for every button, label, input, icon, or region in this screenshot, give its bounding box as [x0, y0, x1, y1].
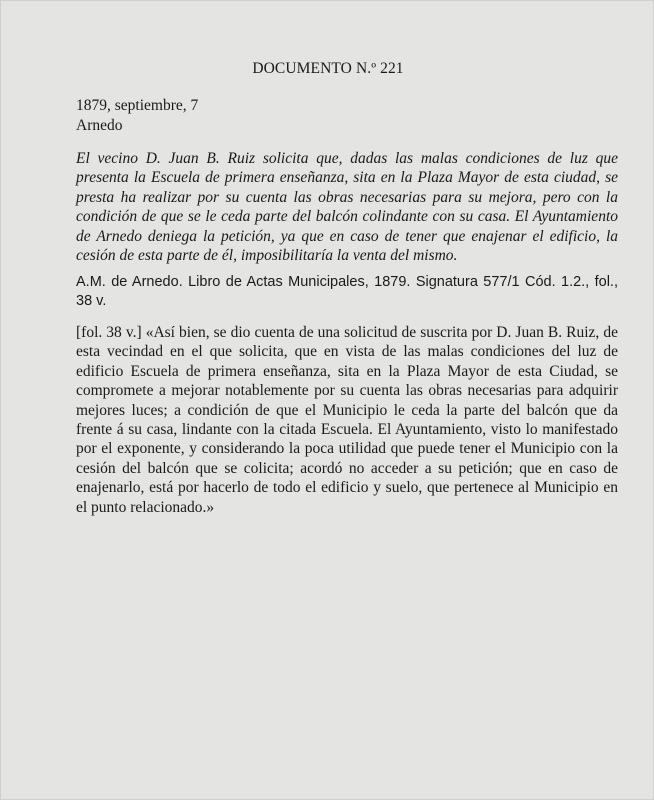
document-date: 1879, septiembre, 7 — [76, 97, 199, 114]
document-header — [76, 96, 198, 136]
document-source: A.M. de Arnedo. Libro de Actas Municipales, 1879. Signatura 577/1 Cód. 1.2., fol., 38 v. — [76, 274, 618, 310]
document-place: Arnedo — [76, 117, 123, 134]
document-summary: El vecino D. Juan B. Ruiz solicita que, dadas las malas condiciones de luz que presenta la Escuela de primera enseñanza, sita en la Plaza Mayor de esta ciudad, se presta ha realizar por su cuenta las obras necesarias para su mejora, pero con la condición de que se le ceda parte del balcón colindante con su casa. El Ayuntamiento de Arnedo deniega la petición, ya que en caso de tener que enajenar el edificio, la cesión de esta parte de él, imposibilitaría la venta del mismo. — [76, 150, 618, 265]
document-title: DOCUMENTO N.º 221 — [252, 60, 404, 77]
document-transcription: [fol. 38 v.] «Así bien, se dio cuenta de una solicitud de suscrita por D. Juan B. Ruiz, de esta vecindad en el que solicita, que en vista de las malas condiciones del luz de edificio Escuela de primera enseñanza, sita en la Plaza Mayor de esta Ciudad, se compromete a mejorar notablemente por su cuenta las obras necesarias para adquirir mejores luces; a condición de que el Municipio le ceda la parte del balcón que da frente á su casa, lindante con la citada Escuela. El Ayuntamiento, visto lo manifestado por el exponente, y considerando la poca utilidad que puede tener el Municipio con la cesión del balcón que se colicita; acordó no acceder a su petición; que en caso de enajenarlo, está por hacerlo de todo el edificio y suelo, que pertenece al Municipio en el punto relacionado.» — [76, 324, 618, 516]
